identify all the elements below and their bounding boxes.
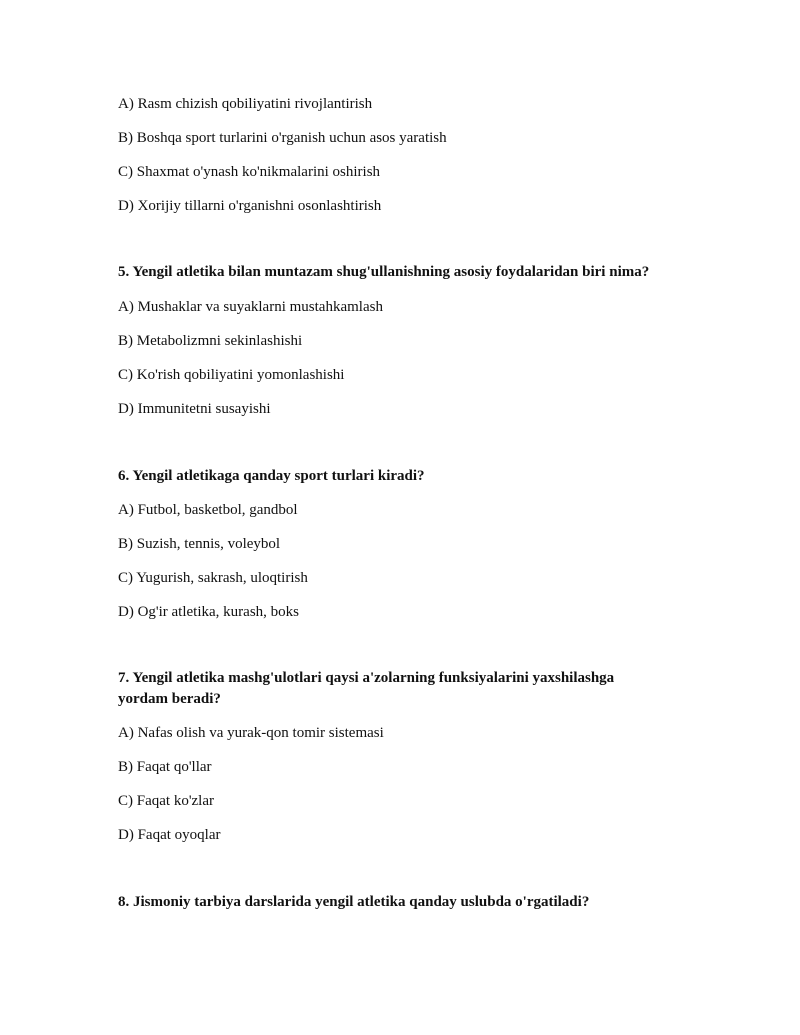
q6-option-b: B) Suzish, tennis, voleybol xyxy=(118,536,281,552)
q6-option-a: A) Futbol, basketbol, gandbol xyxy=(118,502,298,518)
q4-option-a: A) Rasm chizish qobiliyatini rivojlantirish xyxy=(118,96,373,112)
q5-option-c: C) Ko'rish qobiliyatini yomonlashishi xyxy=(118,367,345,383)
q6-option-c: C) Yugurish, sakrash, uloqtirish xyxy=(118,570,308,586)
q4-option-c: C) Shaxmat o'ynash ko'nikmalarini oshirish xyxy=(118,164,381,180)
q7-question: 7. Yengil atletika mashg'ulotlari qaysi a'zolarning funksiyalarini yaxshilashga yordam beradi? xyxy=(118,670,615,707)
q7-option-b: B) Faqat qo'llar xyxy=(118,759,212,775)
q4-option-d: D) Xorijiy tillarni o'rganishni osonlashtirish xyxy=(118,198,382,214)
q8-question: 8. Jismoniy tarbiya darslarida yengil atletika qanday uslubda o'rgatiladi? xyxy=(118,894,590,910)
q5-option-b: B) Metabolizmni sekinlashishi xyxy=(118,333,303,349)
q4-option-b: B) Boshqa sport turlarini o'rganish uchun asos yaratish xyxy=(118,130,447,146)
q5-option-a: A) Mushaklar va suyaklarni mustahkamlash xyxy=(118,299,383,315)
q5-question: 5. Yengil atletika bilan muntazam shug'ullanishning asosiy foydalaridan biri nima? xyxy=(118,264,650,280)
q6-option-d: D) Og'ir atletika, kurash, boks xyxy=(118,604,299,620)
q7-option-a: A) Nafas olish va yurak-qon tomir sistemasi xyxy=(118,725,384,741)
q7-option-d: D) Faqat oyoqlar xyxy=(118,827,221,843)
q6-question: 6. Yengil atletikaga qanday sport turlari kiradi? xyxy=(118,468,425,484)
q7-option-c: C) Faqat ko'zlar xyxy=(118,793,215,809)
q5-option-d: D) Immunitetni susayishi xyxy=(118,401,271,417)
